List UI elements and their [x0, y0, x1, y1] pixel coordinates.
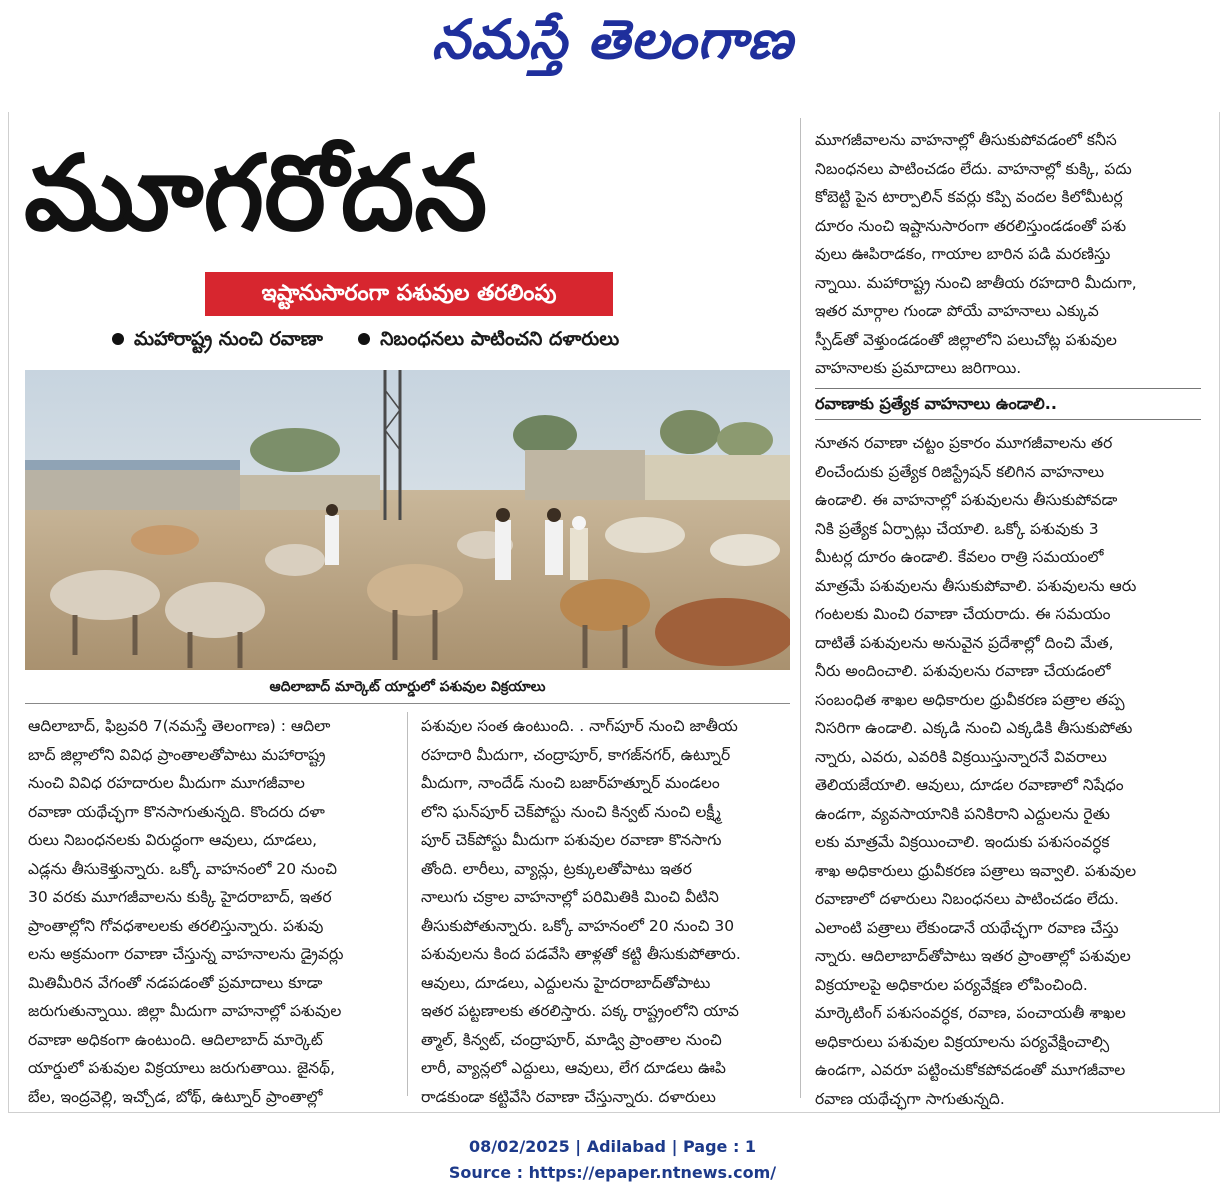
text-line: రవాణ యథేచ్ఛగా సాగుతున్నది. — [815, 1089, 1005, 1108]
text-line: దాటితే పశువులను అనువైన ప్రదేశాల్లో దించి మేత, — [815, 633, 1114, 652]
text-line: బేల, ఇంద్రవెల్లి, ఇచ్చోడ, బోథ్, ఉట్నూర్ ప్రాంతాల్లో — [28, 1087, 323, 1106]
news-photo — [25, 370, 790, 670]
text-line: శాఖ అధికారులు ధ్రువీకరణ పత్రాలు ఇవ్వాలి. పశువుల — [815, 861, 1137, 880]
text-line: నీరు అందించాలి. పశువులను రవాణా చేయడంలో — [815, 662, 1111, 680]
text-line: దూరం నుంచి ఇష్టానుసారంగా తరలిస్తుండడంతో పశు — [815, 216, 1127, 235]
text-line: రవాణా అధికంగా ఉంటుంది. ఆదిలాబాద్ మార్కెట్ — [28, 1030, 323, 1049]
text-line: 30 వరకు మూగజీవాలను కుక్కి హైదరాబాద్, ఇతర — [28, 888, 332, 906]
text-line: రవాణా యథేచ్ఛగా కొనసాగుతున్నది. కొందరు దళా — [28, 802, 325, 821]
text-line: నిసరిగా ఉండాలి. ఎక్కడి నుంచి ఎక్కడికి తీసుకుపోతు — [815, 719, 1133, 737]
text-line: ఆవులు, దూడలు, ఎద్దులను హైదరాబాద్‌తోపాటు — [421, 973, 711, 992]
article-column-2 — [421, 712, 789, 1111]
text-line: తెలియజేయాలి. ఆవులు, దూడల రవాణాలో నిషేధం — [815, 776, 1124, 794]
text-line: లారీ, వ్యాన్లలో ఎద్దులు, ఆవులు, లేగ దూడలు ఊపి — [421, 1059, 726, 1077]
text-line: గంటలకు మించి రవాణా చేయరాదు. ఈ సమయం — [815, 605, 1111, 623]
bullet-icon — [358, 333, 370, 345]
text-line: బాద్ జిల్లాలోని వివిధ ప్రాంతాలతోపాటు మహారాష్ట్ర — [28, 745, 326, 764]
text-line: విక్రయాలపై అధికారుల పర్యవేక్షణ లోపించింది. — [815, 975, 1088, 994]
column-divider — [800, 118, 801, 1098]
text-line: ఉండాలి. ఈ వాహనాల్లో పశువులను తీసుకుపోవడా — [815, 491, 1118, 509]
text-line: రులు నిబంధనలకు విరుద్ధంగా ఆవులు, దూడలు, — [28, 831, 318, 849]
text-line: మార్కెటింగ్ పశుసంవర్ధక, రవాణ, పంచాయతీ శాఖల — [815, 1004, 1126, 1022]
bullet-icon — [112, 333, 124, 345]
text-line: ఎలాంటి పత్రాలు లేకుండానే యథేచ్ఛగా రవాణ చేస్తు — [815, 918, 1119, 937]
bullet-item: నిబంధనలు పాటించని దళారులు — [380, 328, 620, 350]
text-line: న్నారు. ఆదిలాబాద్‌తోపాటు ఇతర ప్రాంతాల్లో పశువుల — [815, 947, 1131, 965]
text-line: నికి ప్రత్యేక ఏర్పాట్లు చేయాలి. ఒక్కో పశువుకు 3 — [815, 519, 1099, 538]
text-line: నాలుగు చక్రాల వాహనాల్లో పరిమితికి మించి వీటిని — [421, 888, 719, 906]
text-line: లించేందుకు ప్రత్యేక రిజిస్ట్రేషన్ కలిగిన వాహనాలు — [815, 462, 1105, 481]
text-line: జరుగుతున్నాయి. జిల్లా మీదుగా వాహనాల్లో పశువుల — [28, 1002, 342, 1020]
text-line: సంబంధిత శాఖల అధికారుల ధ్రువీకరణ పత్రాల తప్ప — [815, 690, 1125, 709]
article-column-1 — [28, 712, 394, 1111]
section-subheading: రవాణాకు ప్రత్యేక వాహనాలు ఉండాలి.. — [815, 388, 1201, 420]
text-line: ఎడ్లను తీసుకెళ్తున్నారు. ఒక్కో వాహనంలో 20 నుంచి — [28, 859, 337, 878]
text-line: ఇతర మార్గాల గుండా పోయే వాహనాలు ఎక్కువ — [815, 302, 1099, 320]
photo-caption: ఆదిలాబాద్ మార్కెట్ యార్డులో పశువుల విక్రయాలు — [269, 679, 546, 695]
text-line: లోని ఘన్‌పూర్ చెక్‌పోస్టు నుంచి కిన్వట్ నుంచి లక్ష్మీ — [421, 802, 721, 821]
text-line: వాహనాలకు ప్రమాదాలు జరిగాయి. — [815, 359, 1022, 377]
text-line: స్పీడ్‌తో వెళ్తుండడంతో జిల్లాలోని పలుచోట్ల పశువుల — [815, 330, 1117, 349]
headline: మూగరోదన — [24, 132, 488, 254]
text-line: మీదుగా, నాందేడ్ నుంచి బజార్‌హత్నూర్ మండలం — [421, 774, 720, 792]
text-line: అధికారులు పశువుల విక్రయాలను పర్యవేక్షించాల్సి — [815, 1032, 1110, 1051]
text-line: తీసుకుపోతున్నారు. ఒక్కో వాహనంలో 20 నుంచి 30 — [421, 916, 735, 935]
text-line: ఉండగా, ఎవరూ పట్టించుకోకపోవడంతో మూగజీవాల — [815, 1061, 1126, 1079]
text-line: త్మాల్, కిన్వట్, చంద్రాపూర్, మాడ్వి ప్రాంతాల నుంచి — [421, 1030, 722, 1049]
article-column-3-bottom — [815, 429, 1201, 1113]
text-line: న్నారు, ఎవరు, ఎవరికి విక్రయిస్తున్నారనే వివరాలు — [815, 747, 1107, 766]
text-line: ఉండగా, వ్యవసాయానికి పనికిరాని ఎద్దులను రైతు — [815, 804, 1111, 823]
edition-info: 08/02/2025 | Adilabad | Page : 1 — [468, 1137, 757, 1156]
text-line: న్నాయి. మహారాష్ట్ర నుంచి జాతీయ రహదారి మీదుగా, — [815, 273, 1137, 292]
article-column-3-top — [815, 126, 1201, 383]
bullet-points — [112, 324, 732, 354]
text-line: నూతన రవాణా చట్టం ప్రకారం మూగజీవాలను తర — [815, 434, 1113, 452]
text-line: పశువులను కింద పడవేసి తాళ్లతో కట్టి తీసుకుపోతారు. — [421, 945, 741, 963]
divider — [25, 703, 790, 704]
text-line: పూర్ చెక్‌పోస్టు మీదుగా పశువుల రవాణా కొనసాగు — [421, 831, 722, 849]
text-line: ఆదిలాబాద్, ఫిబ్రవరి 7(నమస్తే తెలంగాణ) : ఆదిలా — [28, 717, 331, 735]
text-line: మాత్రమే పశువులను తీసుకుపోవాలి. పశువులను ఆరు — [815, 576, 1137, 595]
text-line: కోబెట్టి పైన టార్పాలిన్ కవర్లు కప్పి వందల కిలోమీటర్ల — [815, 188, 1123, 206]
text-line: వులు ఊపిరాడకం, గాయాల బారిన పడి మరణిస్తు — [815, 245, 1111, 263]
text-line: రాడకుండా కట్టివేసి రవాణా చేస్తున్నారు. దళారులు — [421, 1087, 716, 1106]
text-line: లకు మాత్రమే విక్రయించాలి. ఇందుకు పశుసంవర్ధక — [815, 833, 1110, 851]
column-divider — [407, 712, 408, 1096]
newspaper-logo: నమస్తే తెలంగాణ — [431, 7, 794, 71]
text-line: మూగజీవాలను వాహనాల్లో తీసుకుపోవడంలో కనీస — [815, 131, 1117, 149]
text-line: మితిమీరిన వేగంతో నడపడంతో ప్రమాదాలు కూడా — [28, 973, 323, 992]
source-link[interactable]: Source : https://epaper.ntnews.com/ — [448, 1163, 777, 1182]
text-line: పశువుల సంత ఉంటుంది. . నాగ్‌పూర్ నుంచి జాతీయ — [421, 717, 738, 735]
text-line: రవాణాలో దళారులు నిబంధనలు పాటించడం లేదు. — [815, 890, 1119, 908]
masthead — [0, 0, 1225, 80]
text-line: తోంది. లారీలు, వ్యాన్లు, ట్రక్కులతోపాటు ఇతర — [421, 859, 692, 878]
text-line: ఇతర పట్టణాలకు తరలిస్తారు. పక్క రాష్ట్రంలోని యావ — [421, 1002, 739, 1020]
bullet-item: మహారాష్ట్ర నుంచి రవాణా — [134, 328, 323, 350]
text-line: నుంచి వివిధ రహదారుల మీదుగా మూగజీవాల — [28, 774, 305, 792]
text-line: లను అక్రమంగా రవాణా చేస్తున్న వాహనాలను డ్రైవర్లు — [28, 945, 344, 963]
text-line: ప్రాంతాల్లోని గోవధశాలలకు తరలిస్తున్నారు. పశువు — [28, 916, 324, 935]
text-line: రహదారి మీదుగా, చంద్రాపూర్, కాగజ్‌నగర్, ఉట్నూర్ — [421, 745, 731, 764]
page-footer — [0, 1134, 1225, 1186]
text-line: నిబంధనలు పాటించడం లేదు. వాహనాల్లో కుక్కి, పదు — [815, 159, 1132, 178]
text-line: యార్డులో పశువుల విక్రయాలు జరుగుతాయి. జైనథ్, — [28, 1059, 336, 1077]
text-line: మీటర్ల దూరం ఉండాలి. కేవలం రాత్రి సమయంలో — [815, 548, 1104, 566]
subheadline-banner: ఇష్టానుసారంగా పశువుల తరలింపు — [205, 272, 613, 316]
